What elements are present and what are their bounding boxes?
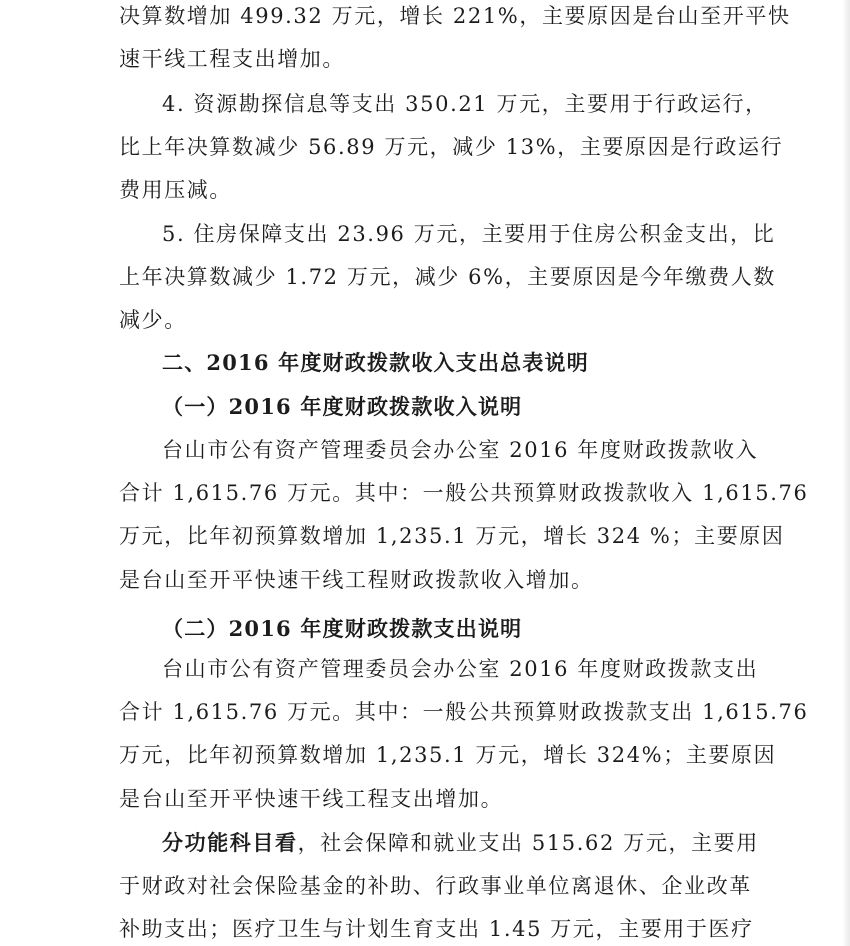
subheading-expenditure: （二）2016 年度财政拨款支出说明 — [162, 616, 523, 641]
income-line-2: 合计 1,615.76 万元。其中：一般公共预算财政拨款收入 1,615.76 — [119, 481, 809, 505]
item-5-line-3: 减少。 — [119, 308, 187, 332]
function-line-1 — [162, 829, 759, 857]
income-line-4: 是台山至开平快速干线工程财政拨款收入增加。 — [119, 568, 594, 592]
expenditure-line-1: 台山市公有资产管理委员会办公室 2016 年度财政拨款支出 — [162, 657, 759, 681]
subheading-income: （一）2016 年度财政拨款收入说明 — [162, 394, 523, 419]
section-heading-2: 二、2016 年度财政拨款收入支出总表说明 — [162, 350, 589, 375]
income-line-1: 台山市公有资产管理委员会办公室 2016 年度财政拨款收入 — [162, 438, 759, 462]
page-edge-shadow — [842, 0, 850, 946]
item-5-line-1: 5. 住房保障支出 23.96 万元，主要用于住房公积金支出，比 — [162, 222, 776, 246]
expenditure-line-3: 万元，比年初预算数增加 1,235.1 万元，增长 324%；主要原因 — [119, 743, 777, 767]
function-lead: 分功能科目看 — [162, 830, 298, 855]
expenditure-line-4: 是台山至开平快速干线工程支出增加。 — [119, 787, 504, 811]
item-4-line-1: 4. 资源勘探信息等支出 350.21 万元，主要用于行政运行， — [162, 92, 768, 116]
item-4-line-3: 费用压减。 — [119, 178, 232, 202]
item-4-line-2: 比上年决算数减少 56.89 万元，减少 13%，主要原因是行政运行 — [119, 135, 784, 159]
body-line-1: 决算数增加 499.32 万元，增长 221%，主要原因是台山至开平快 — [119, 4, 791, 28]
item-5-line-2: 上年决算数减少 1.72 万元，减少 6%，主要原因是今年缴费人数 — [119, 265, 776, 289]
body-line-2: 速干线工程支出增加。 — [119, 47, 345, 71]
function-line-3: 补助支出；医疗卫生与计划生育支出 1.45 万元，主要用于医疗 — [119, 917, 754, 941]
expenditure-line-2: 合计 1,615.76 万元。其中：一般公共预算财政拨款支出 1,615.76 — [119, 700, 809, 724]
function-line-1-rest: ，社会保障和就业支出 515.62 万元，主要用 — [297, 831, 759, 855]
income-line-3: 万元，比年初预算数增加 1,235.1 万元，增长 324 %；主要原因 — [119, 524, 785, 548]
function-line-2: 于财政对社会保险基金的补助、行政事业单位离退休、企业改革 — [119, 874, 752, 898]
